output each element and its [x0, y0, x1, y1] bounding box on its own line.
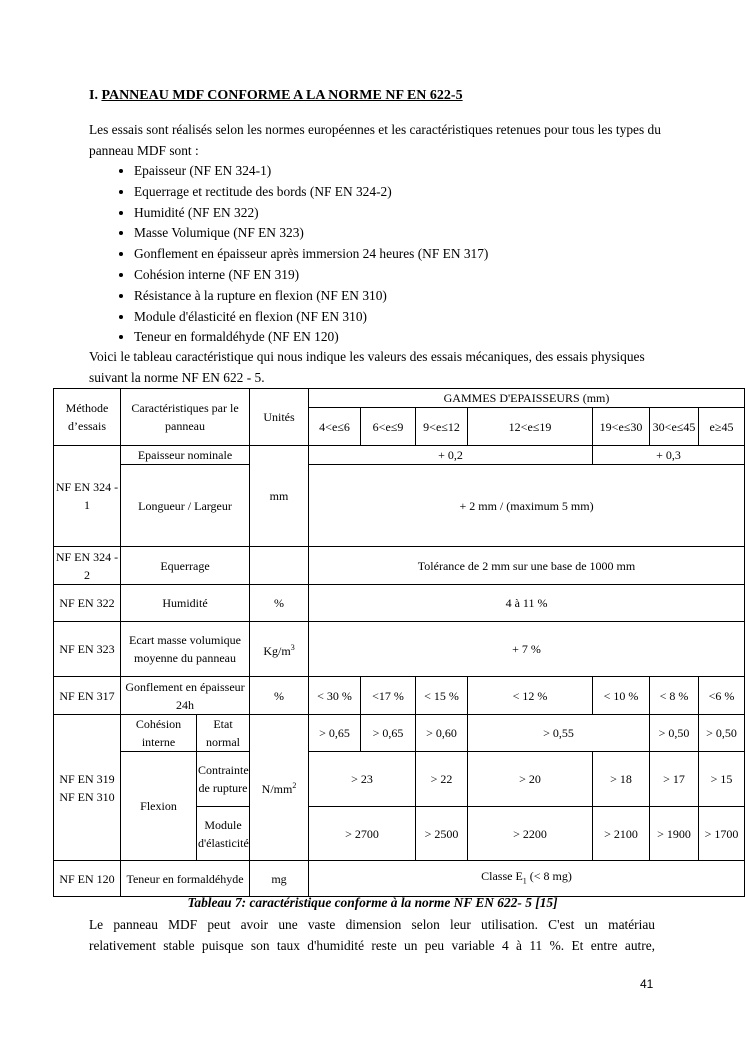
unit-cell: %: [250, 585, 309, 622]
unit-cell: mm: [250, 446, 309, 547]
characteristic-cell: Flexion: [121, 752, 197, 861]
sub-characteristic-cell: Etat normal: [197, 715, 250, 752]
value-cell: > 23: [309, 752, 416, 807]
method-cell: NF EN 322: [54, 585, 121, 622]
characteristic-cell: Humidité: [121, 585, 250, 622]
closing-line: relativement stable puisque son taux d'humidité reste un peu variable 4 à 11 %. Et entre autre,: [89, 937, 655, 953]
characteristic-cell: Longueur / Largeur: [121, 465, 250, 547]
value-cell: Tolérance de 2 mm sur une base de 1000 mm: [309, 547, 745, 585]
list-item: • Résistance à la rupture en flexion (NF EN 310): [134, 286, 488, 307]
table-row: [54, 547, 745, 585]
characteristic-cell: Ecart masse volumique moyenne du panneau: [121, 622, 250, 677]
value-cell: <17 %: [361, 677, 416, 715]
value-cell: > 1700: [699, 807, 745, 861]
range-header: 4<e≤6: [309, 408, 361, 446]
value-cell: > 17: [650, 752, 699, 807]
table-row: [54, 585, 745, 622]
value-cell: < 30 %: [309, 677, 361, 715]
list-item: • Humidité (NF EN 322): [134, 203, 488, 224]
class-base: Classe E: [481, 868, 523, 883]
value-cell: + 0,3: [593, 446, 745, 465]
closing-paragraph: [89, 915, 655, 956]
section-title: PANNEAU MDF CONFORME A LA NORME NF EN 622-5: [101, 88, 463, 103]
section-number: I.: [89, 88, 98, 103]
list-item: • Teneur en formaldéhyde (NF EN 120): [134, 327, 488, 348]
tests-list: [108, 161, 488, 348]
value-cell: > 22: [416, 752, 468, 807]
value-cell: > 0,65: [361, 715, 416, 752]
value-cell: < 15 %: [416, 677, 468, 715]
unit-base: Kg/m: [263, 643, 291, 658]
value-cell: > 0,65: [309, 715, 361, 752]
characteristic-cell: Gonflement en épaisseur 24h: [121, 677, 250, 715]
value-cell: + 0,2: [309, 446, 593, 465]
section-heading: [89, 88, 463, 104]
table-row: [54, 622, 745, 677]
method-cell: NF EN 319 NF EN 310: [54, 715, 121, 861]
value-cell: > 0,50: [650, 715, 699, 752]
header-unites: Unités: [250, 389, 309, 446]
class-tail: (< 8 mg): [526, 868, 572, 883]
value-cell: > 20: [468, 752, 593, 807]
table-caption: Tableau 7: caractéristique conforme à la norme NF EN 622- 5 [15]: [187, 895, 558, 910]
list-item: • Equerrage et rectitude des bords (NF EN 324-2): [134, 182, 488, 203]
range-header: 19<e≤30: [593, 408, 650, 446]
range-header: e≥45: [699, 408, 745, 446]
unit-cell: %: [250, 677, 309, 715]
value-cell: > 1900: [650, 807, 699, 861]
method-cell: NF EN 120: [54, 861, 121, 897]
range-header: 30<e≤45: [650, 408, 699, 446]
header-caracteristiques: Caractéristiques par le panneau: [121, 389, 250, 446]
range-header: 9<e≤12: [416, 408, 468, 446]
intro-paragraph: Les essais sont réalisés selon les normes européennes et les caractéristiques retenues pour tous les types du panneau MDF sont :: [89, 122, 661, 158]
unit-cell: [250, 547, 309, 585]
unit-cell: mg: [250, 861, 309, 897]
value-cell: + 2 mm / (maximum 5 mm): [309, 465, 745, 547]
characteristic-cell: Teneur en formaldéhyde: [121, 861, 250, 897]
sub-characteristic-cell: Module d'élasticité: [197, 807, 250, 861]
page-number: 41: [640, 977, 654, 991]
method-cell: NF EN 323: [54, 622, 121, 677]
value-cell: > 2100: [593, 807, 650, 861]
characteristic-cell: Equerrage: [121, 547, 250, 585]
table-row: [54, 715, 745, 752]
value-cell: > 2700: [309, 807, 416, 861]
table-row: [54, 446, 745, 465]
value-cell: < 10 %: [593, 677, 650, 715]
value-cell: [309, 861, 745, 897]
value-cell: > 2500: [416, 807, 468, 861]
value-cell: < 12 %: [468, 677, 593, 715]
range-header: 6<e≤9: [361, 408, 416, 446]
range-header: 12<e≤19: [468, 408, 593, 446]
table-row: [54, 861, 745, 897]
list-item: • Cohésion interne (NF EN 319): [134, 265, 488, 286]
sub-characteristic-cell: Contrainte de rupture: [197, 752, 250, 807]
value-cell: <6 %: [699, 677, 745, 715]
method-cell: NF EN 324 - 2: [54, 547, 121, 585]
header-methode: Méthode d’essais: [54, 389, 121, 446]
unit-cell: [250, 715, 309, 861]
closing-line: Le panneau MDF peut avoir une vaste dimension selon leur utilisation. C'est un matériau: [89, 917, 655, 932]
list-item: • Gonflement en épaisseur après immersion 24 heures (NF EN 317): [134, 244, 488, 265]
value-cell: > 2200: [468, 807, 593, 861]
list-item: • Epaisseur (NF EN 324-1): [134, 161, 488, 182]
table-lead-paragraph: Voici le tableau caractéristique qui nous indique les valeurs des essais mécaniques, des essais physiques suivant la norme NF EN 622 - 5.: [89, 349, 645, 385]
characteristic-cell: Cohésion interne: [121, 715, 197, 752]
list-item: • Masse Volumique (NF EN 323): [134, 223, 488, 244]
value-cell: + 7 %: [309, 622, 745, 677]
unit-base: N/mm: [261, 782, 293, 796]
table-row: [54, 389, 745, 408]
unit-cell: [250, 622, 309, 677]
value-cell: 4 à 11 %: [309, 585, 745, 622]
header-gammes: GAMMES D'EPAISSEURS (mm): [309, 389, 745, 408]
class-subscript: 1: [522, 876, 527, 886]
method-cell: NF EN 324 - 1: [54, 446, 121, 547]
method-cell: NF EN 317: [54, 677, 121, 715]
table-row: [54, 465, 745, 547]
value-cell: > 0,50: [699, 715, 745, 752]
unit-superscript: 3: [290, 642, 295, 652]
value-cell: > 0,60: [416, 715, 468, 752]
table-row: [54, 752, 745, 807]
value-cell: > 0,55: [468, 715, 650, 752]
unit-superscript: 2: [292, 781, 297, 790]
value-cell: > 15: [699, 752, 745, 807]
characteristics-table: [53, 388, 745, 897]
table-row: [54, 677, 745, 715]
characteristic-cell: Epaisseur nominale: [121, 446, 250, 465]
list-item: • Module d'élasticité en flexion (NF EN 310): [134, 307, 488, 328]
value-cell: < 8 %: [650, 677, 699, 715]
value-cell: > 18: [593, 752, 650, 807]
